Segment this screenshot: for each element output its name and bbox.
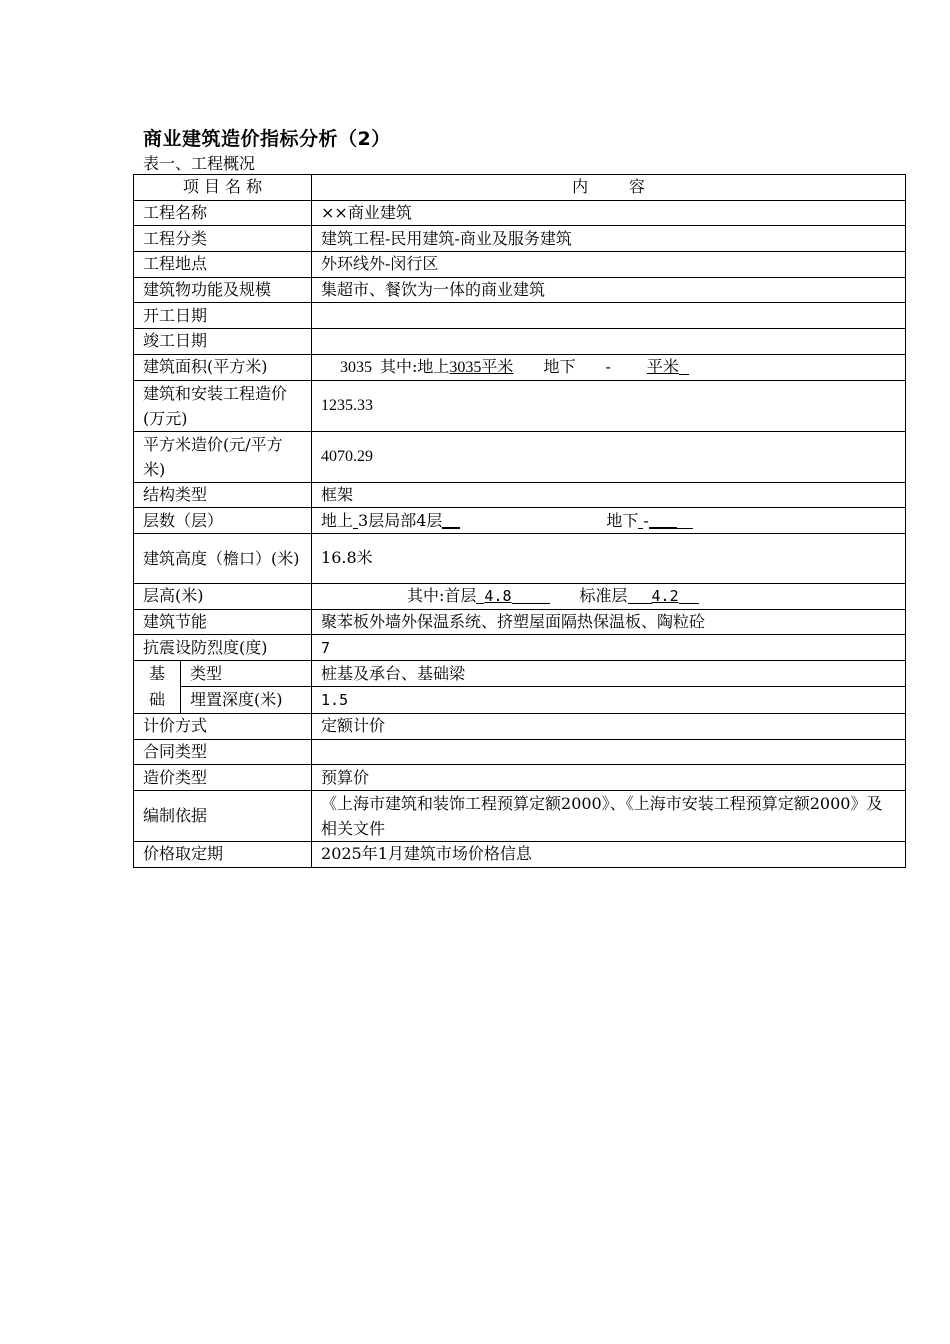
area-below: - — [605, 356, 611, 376]
row-label: 开工日期 — [134, 303, 312, 329]
row-label: 平方米造价(元/平方米) — [134, 431, 312, 482]
row-label: 建筑物功能及规模 — [134, 277, 312, 303]
table-row — [134, 226, 906, 252]
floor-height-prefix: 其中:首层 — [407, 586, 477, 606]
table-row-foundation-depth — [134, 687, 906, 714]
table-row-floors — [134, 508, 906, 534]
row-label: 计价方式 — [134, 713, 312, 739]
row-label: 结构类型 — [134, 482, 312, 508]
row-label: 建筑高度（檐口）(米) — [134, 533, 312, 583]
table-row — [134, 200, 906, 226]
row-value: 建筑工程-民用建筑-商业及服务建筑 — [312, 226, 906, 252]
row-value: 7 — [312, 635, 906, 661]
row-value: ××商业建筑 — [312, 200, 906, 226]
table-row — [134, 303, 906, 329]
row-value: 定额计价 — [312, 713, 906, 739]
area-value-cell — [312, 354, 906, 380]
row-value — [312, 329, 906, 355]
table-row — [134, 713, 906, 739]
row-value: 预算价 — [312, 765, 906, 791]
table-row — [134, 739, 906, 765]
row-label: 抗震设防烈度(度) — [134, 635, 312, 661]
document-title: 商业建筑造价指标分析（2） — [143, 128, 391, 150]
table-row — [134, 609, 906, 635]
row-value: 外环线外-闵行区 — [312, 252, 906, 278]
header-item-name: 项 目 名 称 — [134, 175, 312, 201]
foundation-type-label: 类型 — [181, 660, 312, 687]
floor-height-value-cell — [312, 583, 906, 609]
row-value: 16.8米 — [312, 533, 906, 583]
row-value: 1235.33 — [312, 380, 906, 431]
foundation-label-char1: 基 — [148, 663, 165, 683]
table-row-foundation-type — [134, 660, 906, 687]
row-label: 建筑节能 — [134, 609, 312, 635]
row-value: 聚苯板外墙外保温系统、挤塑屋面隔热保温板、陶粒砼 — [312, 609, 906, 635]
table-row — [134, 765, 906, 791]
floors-above: 3层局部4层 — [358, 510, 443, 530]
floors-value-cell — [312, 508, 906, 534]
row-value: 4070.29 — [312, 431, 906, 482]
table-row — [134, 842, 906, 868]
row-label: 工程地点 — [134, 252, 312, 278]
area-total: 3035 — [340, 358, 373, 376]
header-content: 内 容 — [312, 175, 906, 201]
area-above: 3035平米 — [449, 358, 514, 376]
row-label: 工程分类 — [134, 226, 312, 252]
floor-height-standard: 4.2 — [651, 587, 679, 606]
table-row — [134, 533, 906, 583]
row-label: 建筑和安装工程造价(万元) — [134, 380, 312, 431]
row-value: 框架 — [312, 482, 906, 508]
row-value — [312, 303, 906, 329]
row-value: 2025年1月建筑市场价格信息 — [312, 842, 906, 868]
foundation-depth-label: 埋置深度(米) — [181, 687, 312, 714]
row-label: 价格取定期 — [134, 842, 312, 868]
row-label: 编制依据 — [134, 791, 312, 842]
foundation-type-value: 桩基及承台、基础梁 — [312, 660, 906, 687]
table-row — [134, 431, 906, 482]
table-row-floor-height — [134, 583, 906, 609]
table-header-row — [134, 175, 906, 201]
floor-height-standard-label: 标准层 — [579, 586, 628, 606]
table-caption: 表一、工程概况 — [143, 154, 256, 173]
row-label: 层高(米) — [134, 583, 312, 609]
row-value: 《上海市建筑和装饰工程预算定额2000》、《上海市安装工程预算定额2000》及相关文件 — [312, 791, 906, 842]
row-value: 集超市、餐饮为一体的商业建筑 — [312, 277, 906, 303]
foundation-depth-value: 1.5 — [312, 687, 906, 714]
floors-above-prefix: 地上 — [321, 510, 354, 530]
foundation-label-char2: 础 — [148, 689, 165, 709]
row-label: 建筑面积(平方米) — [134, 354, 312, 380]
table-row — [134, 482, 906, 508]
table-row — [134, 380, 906, 431]
table-row — [134, 329, 906, 355]
project-overview-table — [133, 174, 906, 868]
table-row — [134, 277, 906, 303]
row-value — [312, 739, 906, 765]
area-below-label: 地下 — [543, 356, 576, 376]
table-row — [134, 635, 906, 661]
row-label: 层数（层） — [134, 508, 312, 534]
row-label: 合同类型 — [134, 739, 312, 765]
table-row — [134, 791, 906, 842]
area-below-unit: 平米 — [646, 356, 679, 376]
row-label: 竣工日期 — [134, 329, 312, 355]
row-label: 工程名称 — [134, 200, 312, 226]
table-row — [134, 252, 906, 278]
floor-height-first: 4.8 — [484, 587, 512, 606]
row-label: 造价类型 — [134, 765, 312, 791]
foundation-label-cell — [134, 660, 181, 713]
floors-below-label: 地下 — [606, 510, 639, 530]
floors-below: - — [643, 510, 649, 530]
area-above-prefix: 其中:地上 — [380, 356, 450, 376]
table-row-area — [134, 354, 906, 380]
